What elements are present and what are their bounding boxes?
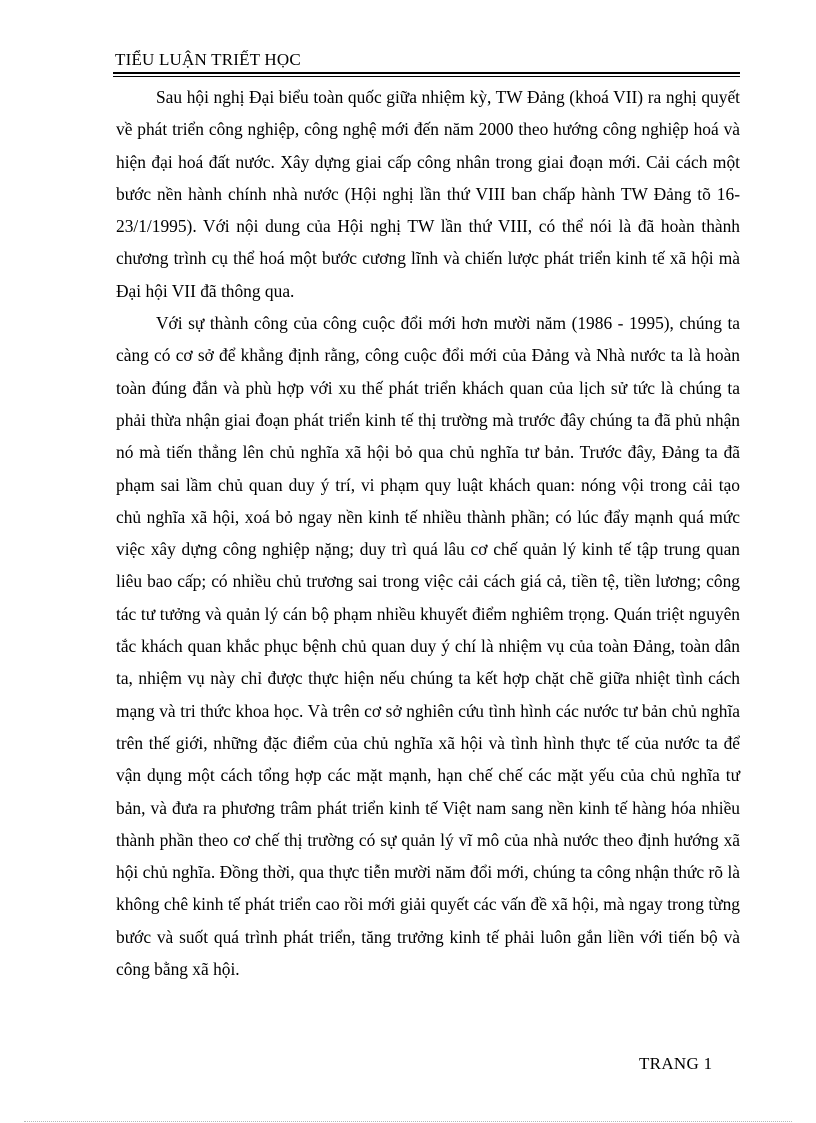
header-rule-thin <box>113 76 740 77</box>
header-rule-thick <box>113 72 740 74</box>
page-number: TRANG 1 <box>639 1054 713 1073</box>
page-bottom-divider <box>24 1121 792 1122</box>
body-paragraph-1: Sau hội nghị Đại biểu toàn quốc giữa nhiệm kỳ, TW Đảng (khoá VII) ra nghị quyết về phát triển công nghiệp, công nghệ mới đến năm 2000 theo hướng công nghiệp hoá và hiện đại hoá đất nước. Xây dựng giai cấp công nhân trong giai đoạn mới. Cải cách một bước nền hành chính nhà nước (Hội nghị lần thứ VIII ban chấp hành TW Đảng tõ 16-23/1/1995). Với nội dung của Hội nghị TW lần thứ VIII, có thể nói là đã hoàn thành chương trình cụ thể hoá một bước cương lĩnh và chiến lược phát triển kinh tế xã hội mà Đại hội VII đã thông qua. <box>116 87 740 301</box>
body-paragraph-2: Với sự thành công của công cuộc đổi mới hơn mười năm (1986 - 1995), chúng ta càng có cơ sở để khẳng định rằng, công cuộc đổi mới của Đảng và Nhà nước ta là hoàn toàn đúng đắn và phù hợp với xu thế phát triển khách quan của lịch sử tức là chúng ta phải thừa nhận giai đoạn phát triển kinh tế thị trường mà trước đây chúng ta đã phủ nhận nó mà tiến thẳng lên chủ nghĩa xã hội bỏ qua chủ nghĩa tư bản. Trước đây, Đảng ta đã phạm sai lầm chủ quan duy ý trí, vi phạm quy luật khách quan: nóng vội trong cải tạo chủ nghĩa xã hội, xoá bỏ ngay nền kinh tế nhiều thành phần; có lúc đẩy mạnh quá mức việc xây dựng công nghiệp nặng; duy trì quá lâu cơ chế quản lý kinh tế tập trung quan liêu bao cấp; có nhiều chủ trương sai trong việc cải cách giá cả, tiền tệ, tiền lương; công tác tư tưởng và quản lý cán bộ phạm nhiều khuyết điểm nghiêm trọng. Quán triệt nguyên tắc khách quan khắc phục bệnh chủ quan duy ý chí là nhiệm vụ của toàn Đảng, toàn dân ta, nhiệm vụ này chỉ được thực hiện nếu chúng ta kết hợp chặt chẽ giữa nhiệt tình cách mạng và tri thức khoa học. Và trên cơ sở nghiên cứu tình hình các nước tư bản chủ nghĩa trên thế giới, những đặc điểm của chủ nghĩa xã hội và tình hình thực tế của nước ta để vận dụng một cách tổng hợp các mặt mạnh, hạn chế chế các mặt yếu của chủ nghĩa tư bản, và đưa ra phương trâm phát triển kinh tế Việt nam sang nền kinh tế hàng hóa nhiều thành phần theo cơ chế thị trường có sự quản lý vĩ mô của nhà nước theo định hướng xã hội chủ nghĩa. Đồng thời, qua thực tiễn mười năm đổi mới, chúng ta công nhận thức rõ là không chê kinh tế phát triển cao rồi mới giải quyết các vấn đề xã hội, mà ngay trong từng bước và suốt quá trình phát triển, tăng trưởng kinh tế phải luôn gắn liền với tiến bộ và công bằng xã hội. <box>116 313 740 980</box>
document-header-title: TIỂU LUẬN TRIẾT HỌC <box>115 50 301 69</box>
document-body <box>116 81 740 985</box>
